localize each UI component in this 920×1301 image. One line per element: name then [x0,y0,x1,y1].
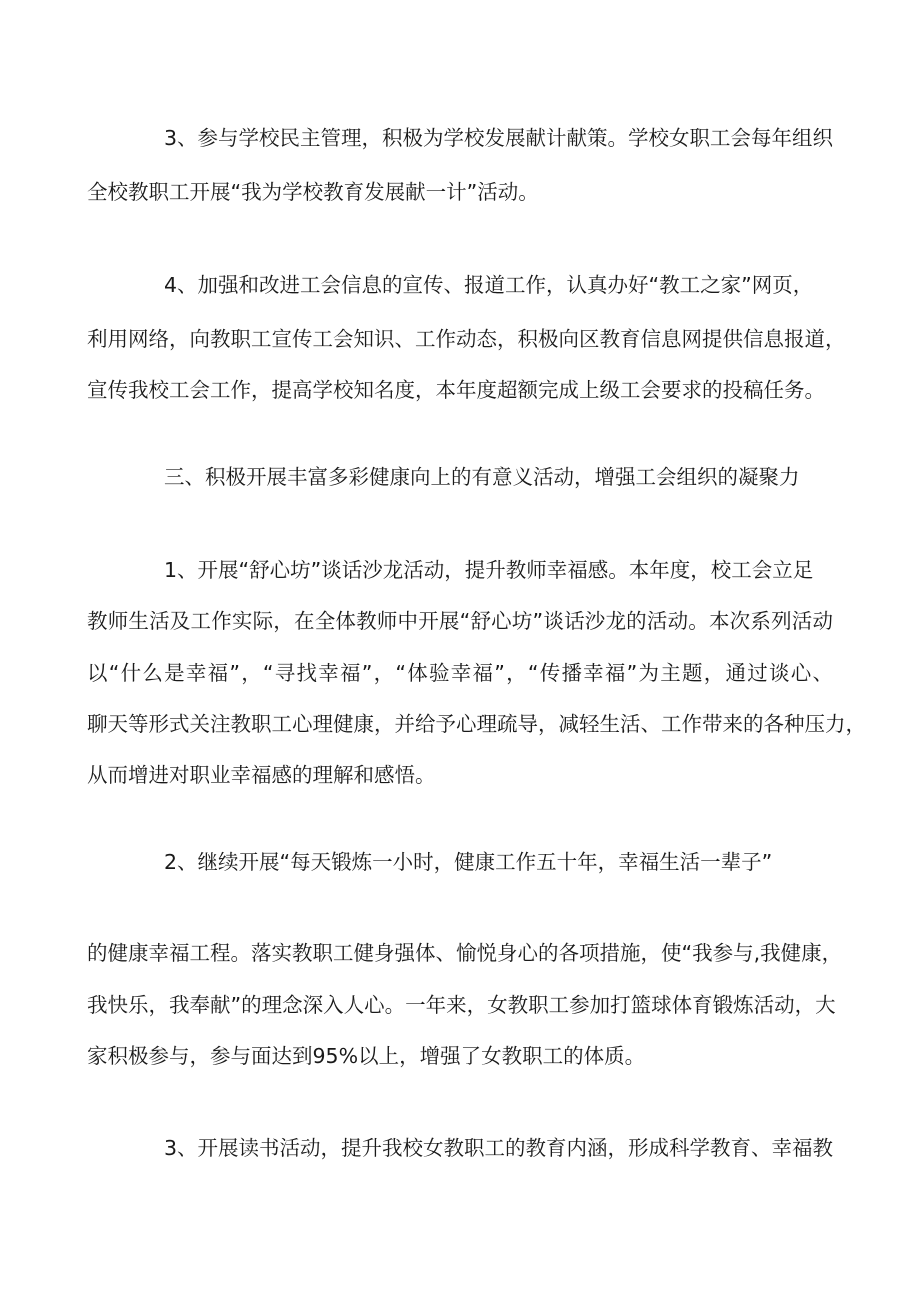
paragraph-4-line-3: 宣传我校工会工作，提高学校知名度，本年度超额完成上级工会要求的投稿任务。 [87,378,825,402]
item-1-line-4: 聊天等形式关注教职工心理健康，并给予心理疏导，减轻生活、工作带来的各种压力， [87,712,866,736]
paragraph-4-line-1: 4、加强和改进工会信息的宣传、报道工作，认真办好“教工之家”网页， [164,273,814,297]
item-2-line-3: 我快乐，我奉献”的理念深入人心。一年来，女教职工参加打篮球体育锻炼活动，大 [87,993,836,1017]
item-1-line-5: 从而增进对职业幸福感的理解和感悟。 [87,763,436,787]
paragraph-3-line-1: 3、参与学校民主管理，积极为学校发展献计献策。学校女职工会每年组织 [164,126,834,150]
item-2-line-4: 家积极参与，参与面达到95%以上，增强了女教职工的体质。 [87,1044,646,1068]
item-2-line-2: 的健康幸福工程。落实教职工健身强体、愉悦身心的各项措施，使“我参与,我健康， [87,941,843,965]
paragraph-4-line-2: 利用网络，向教职工宣传工会知识、工作动态，积极向区教育信息网提供信息报道， [87,327,846,351]
item-3-line-1: 3、开展读书活动，提升我校女教职工的教育内涵，形成科学教育、幸福教 [164,1136,834,1160]
item-2-line-1: 2、继续开展“每天锻炼一小时，健康工作五十年，幸福生活一辈子” [164,850,773,874]
section-heading-3: 三、积极开展丰富多彩健康向上的有意义活动，增强工会组织的凝聚力 [164,465,800,489]
item-1-line-1: 1、开展“舒心坊”谈话沙龙活动，提升教师幸福感。本年度，校工会立足 [164,558,814,582]
paragraph-3-line-2: 全校教职工开展“我为学校教育发展献一计”活动。 [87,180,539,204]
item-1-line-2: 教师生活及工作实际，在全体教师中开展“舒心坊”谈话沙龙的活动。本次系列活动 [87,609,833,633]
item-1-line-3: 以“什么是幸福”，“寻找幸福”，“体验幸福”，“传播幸福”为主题，通过谈心、 [87,661,833,685]
